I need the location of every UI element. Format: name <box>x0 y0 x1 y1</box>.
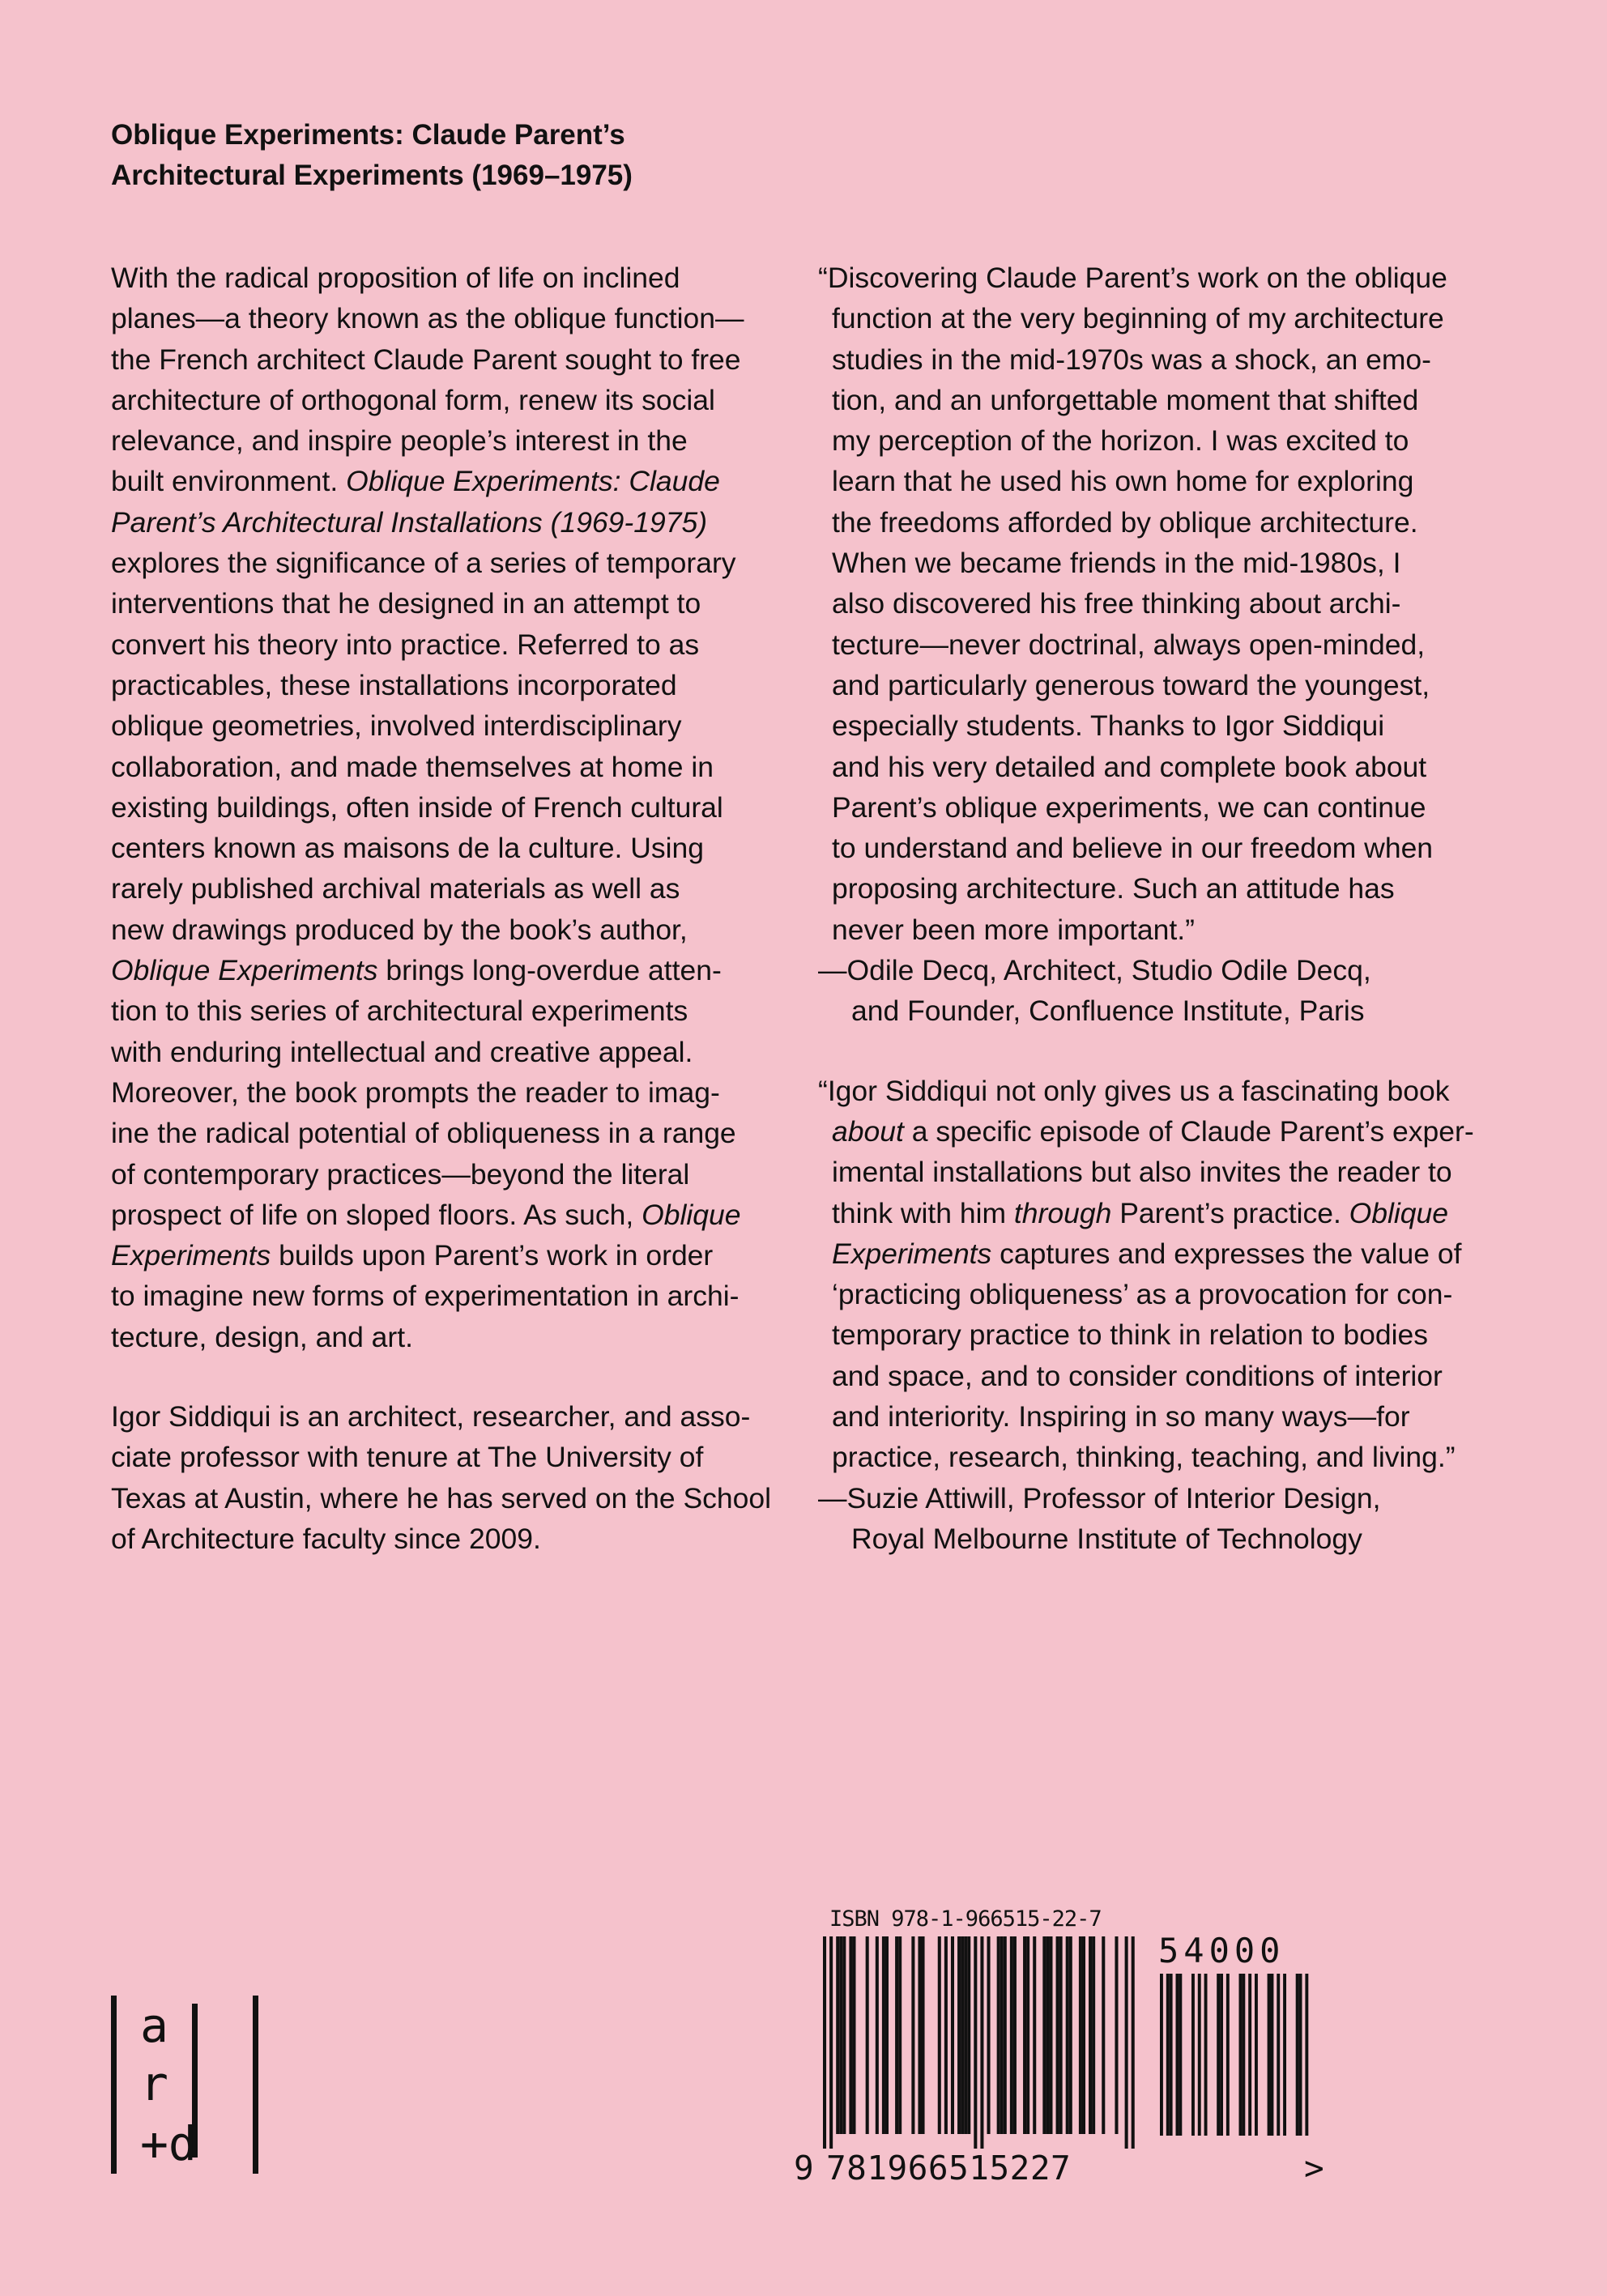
barcode-bar <box>876 1936 879 2134</box>
barcode-bar <box>1023 1936 1026 2134</box>
book-title-line: Architectural Experiments (1969–1975) <box>111 160 633 191</box>
barcode-bar <box>1046 1936 1049 2134</box>
italic-title: Experiments <box>111 1239 271 1272</box>
text-line <box>111 1195 808 1235</box>
barcode-bar <box>1033 1936 1036 2134</box>
logo-glyph: a <box>140 1998 168 2053</box>
book-title-line: Oblique Experiments: Claude Parent’s <box>111 119 625 151</box>
text-line: When we became friends in the mid-1980s, I <box>832 547 1401 580</box>
text-line <box>818 1111 1515 1152</box>
text-segment: brings long-overdue atten- <box>377 954 722 987</box>
price-code: 54000 <box>1158 1931 1285 1970</box>
barcode-first-digit: 9 <box>794 2149 814 2187</box>
text-line: new drawings produced by the book’s author, <box>111 913 688 946</box>
barcode-bar <box>823 1936 826 2149</box>
quiet-zone-marker: > <box>1304 2149 1324 2187</box>
quote-attribution: Royal Melbourne Institute of Technology <box>851 1522 1362 1555</box>
barcode-bar <box>1059 1936 1063 2134</box>
barcode-bars <box>794 1907 1361 2150</box>
text-line: Parent’s oblique experiments, we can continue <box>832 790 1426 824</box>
barcode-bar <box>938 1936 941 2134</box>
text-segment: builds upon Parent’s work in order <box>271 1239 714 1272</box>
text-line: studies in the mid-1970s was a shock, an emo- <box>832 343 1431 376</box>
text-line: especially students. Thanks to Igor Siddiqui <box>832 709 1385 743</box>
text-line: to understand and believe in our freedom when <box>832 832 1434 865</box>
italic-title: Oblique <box>642 1198 741 1231</box>
left-column <box>111 258 808 1559</box>
italic-emphasis: about <box>832 1114 904 1148</box>
logo-bar <box>253 1996 258 2174</box>
barcode-bar <box>1042 1936 1046 2134</box>
barcode-bar <box>980 1936 983 2149</box>
barcode-bar <box>836 1936 839 2134</box>
barcode-bar <box>922 1936 925 2134</box>
barcode-bar <box>1079 1936 1082 2134</box>
italic-emphasis: through <box>1013 1196 1112 1229</box>
text-line: tecture, design, and art. <box>111 1320 413 1353</box>
barcode-bar <box>1102 1936 1105 2134</box>
barcode-bar <box>918 1936 921 2134</box>
italic-title: Experiments <box>832 1237 992 1270</box>
text-line: function at the very beginning of my architecture <box>832 302 1444 335</box>
text-line: tion to this series of architectural experiments <box>111 995 688 1028</box>
logo-glyph: +d <box>140 2116 197 2171</box>
text-line: of Architecture faculty since 2009. <box>111 1522 541 1555</box>
text-line: planes—a theory known as the oblique function— <box>111 302 744 335</box>
endorsement-quote-decq <box>818 258 1515 1032</box>
book-description <box>111 258 808 1357</box>
barcode-bar <box>1176 1974 1179 2136</box>
barcode-bar <box>1198 1974 1201 2136</box>
barcode-bar <box>1132 1936 1135 2149</box>
text-line <box>111 502 808 543</box>
barcode-bar <box>1092 1936 1095 2134</box>
text-line: practice, research, thinking, teaching, and living.” <box>832 1441 1456 1474</box>
barcode-bar <box>987 1936 991 2134</box>
book-title <box>111 115 840 196</box>
text-segment: prospect of life on sloped floors. As such, <box>111 1198 642 1231</box>
barcode-bar <box>866 1936 869 2134</box>
barcode-bar <box>1220 1974 1223 2136</box>
text-line: existing buildings, often inside of French cultural <box>111 790 723 824</box>
barcode-bar <box>1191 1974 1195 2136</box>
barcode-bar <box>849 1936 852 2134</box>
text-line: collaboration, and made themselves at home in <box>111 750 714 783</box>
text-line: the French architect Claude Parent sought to free <box>111 343 741 376</box>
text-line: with enduring intellectual and creative appeal. <box>111 1035 693 1068</box>
barcode-bar <box>1000 1936 1004 2134</box>
barcode-bar <box>1089 1936 1092 2134</box>
barcode-bar <box>1226 1974 1230 2136</box>
barcode-bar <box>1271 1974 1274 2136</box>
barcode-bar <box>1049 1936 1052 2134</box>
text-line: rarely published archival materials as well as <box>111 872 680 905</box>
barcode-bar <box>1217 1974 1220 2136</box>
text-line: Moreover, the book prompts the reader to imag- <box>111 1076 720 1109</box>
text-line: and interiority. Inspiring in so many ways—for <box>832 1400 1410 1433</box>
text-line: practicables, these installations incorporated <box>111 668 677 701</box>
barcode-bar <box>1296 1974 1299 2136</box>
barcode-bar <box>967 1936 970 2134</box>
text-segment: captures and expresses the value of <box>991 1237 1462 1270</box>
text-line: also discovered his free thinking about archi- <box>832 587 1401 620</box>
barcode-bar <box>1166 1974 1170 2136</box>
text-line: learn that he used his own home for exploring <box>832 465 1414 498</box>
barcode-bar <box>1239 1974 1243 2136</box>
barcode-bar <box>1069 1936 1072 2134</box>
text-line: imental installations but also invites the reader to <box>832 1156 1452 1189</box>
barcode-bar <box>895 1936 898 2134</box>
barcode-bar <box>957 1936 961 2134</box>
barcode-bar <box>1305 1974 1308 2136</box>
barcode-bar <box>1004 1936 1007 2134</box>
barcode-digit-group: 781966515227 <box>826 2149 1072 2187</box>
text-line: interventions that he designed in an attempt to <box>111 587 701 620</box>
text-segment: built environment. <box>111 465 347 498</box>
barcode-bar <box>961 1936 964 2134</box>
text-line: convert his theory into practice. Referred to as <box>111 628 700 661</box>
barcode-bar <box>944 1936 948 2134</box>
author-bio <box>111 1396 808 1559</box>
text-line <box>818 1193 1515 1233</box>
barcode-bar <box>997 1936 1000 2134</box>
text-line: and his very detailed and complete book about <box>832 750 1427 783</box>
text-line: my perception of the horizon. I was excited to <box>832 424 1409 458</box>
text-line <box>111 1235 808 1276</box>
text-line: “Igor Siddiqui not only gives us a fascinating book <box>818 1074 1450 1107</box>
barcode-bar <box>1242 1974 1245 2136</box>
italic-title: Oblique Experiments: Claude <box>346 465 720 498</box>
text-line: to imagine new forms of experimentation in archi- <box>111 1280 740 1313</box>
text-line: explores the significance of a series of temporary <box>111 547 736 580</box>
text-line: and space, and to consider conditions of interior <box>832 1359 1443 1392</box>
barcode-bar <box>1277 1974 1280 2136</box>
barcode-bar <box>1204 1974 1208 2136</box>
quote-attribution: —Suzie Attiwill, Professor of Interior Design, <box>818 1481 1381 1514</box>
barcode-bar <box>974 1936 977 2149</box>
italic-title: Parent’s Architectural Installations (1969-1975) <box>111 505 708 539</box>
text-line: temporary practice to think in relation to bodies <box>832 1318 1429 1352</box>
text-line: never been more important.” <box>832 913 1195 946</box>
text-line: centers known as maisons de la culture. Using <box>111 832 705 865</box>
barcode-bar <box>882 1936 885 2134</box>
barcode-bar <box>1268 1974 1271 2136</box>
text-line: ciate professor with tenure at The University of <box>111 1441 704 1474</box>
barcode-bar <box>951 1936 954 2134</box>
barcode-bar <box>1013 1936 1017 2134</box>
barcode-bar <box>1026 1936 1029 2134</box>
italic-title: Oblique <box>1349 1196 1449 1229</box>
text-line: ‘practicing obliqueness’ as a provocation for con- <box>832 1278 1453 1311</box>
text-line: Texas at Austin, where he has served on the School <box>111 1481 772 1514</box>
barcode-bar <box>911 1936 914 2134</box>
text-line: proposing architecture. Such an attitude has <box>832 872 1395 905</box>
barcode-bar <box>1170 1974 1173 2136</box>
barcode-bar <box>1056 1936 1059 2134</box>
barcode-bar <box>1010 1936 1013 2134</box>
barcode-bar <box>1160 1974 1163 2136</box>
text-line: ine the radical potential of obliqueness in a range <box>111 1117 736 1150</box>
text-segment: think with him <box>832 1196 1014 1229</box>
barcode-bar <box>898 1936 902 2134</box>
barcode-bar <box>839 1936 842 2134</box>
barcode-bar <box>885 1936 889 2134</box>
text-segment: Parent’s practice. <box>1111 1196 1349 1229</box>
text-line: relevance, and inspire people’s interest in the <box>111 424 688 458</box>
text-line: of contemporary practices—beyond the literal <box>111 1157 690 1191</box>
barcode-bar <box>1299 1974 1302 2136</box>
barcode-bar <box>1283 1974 1286 2136</box>
barcode-bar <box>842 1936 846 2134</box>
text-line: tecture—never doctrinal, always open-minded, <box>832 628 1426 661</box>
barcode-bar <box>964 1936 967 2134</box>
endorsement-quote-attiwill <box>818 1071 1515 1560</box>
quote-attribution: and Founder, Confluence Institute, Paris <box>851 995 1365 1028</box>
barcode-bar <box>1179 1974 1182 2136</box>
right-column <box>818 258 1515 1559</box>
text-line: tion, and an unforgettable moment that shifted <box>832 383 1419 416</box>
barcode-bar <box>1248 1974 1251 2136</box>
isbn-barcode <box>794 1907 1361 2199</box>
barcode-bar <box>1066 1936 1069 2134</box>
text-line: and particularly generous toward the youngest, <box>832 668 1430 701</box>
quote-attribution: —Odile Decq, Architect, Studio Odile Decq, <box>818 954 1371 987</box>
barcode-bar <box>1125 1936 1128 2149</box>
barcode-bar <box>829 1936 833 2149</box>
italic-title: Oblique Experiments <box>111 954 378 987</box>
barcode-bar <box>852 1936 855 2134</box>
ar-d-publisher-logo-icon <box>111 1996 258 2174</box>
barcode-bar <box>1082 1936 1085 2134</box>
barcode-bar <box>1255 1974 1258 2136</box>
text-line <box>818 1233 1515 1274</box>
text-line <box>111 950 808 990</box>
text-segment: a specific episode of Claude Parent’s exper- <box>903 1114 1474 1148</box>
logo-bar <box>111 1996 117 2174</box>
isbn-label: ISBN 978-1-966515-22-7 <box>829 1906 1102 1932</box>
logo-glyph: r <box>140 2056 168 2111</box>
text-line: oblique geometries, involved interdisciplinary <box>111 709 682 743</box>
text-line: architecture of orthogonal form, renew its social <box>111 383 715 416</box>
text-line: the freedoms afforded by oblique architecture. <box>832 505 1418 539</box>
text-line: With the radical proposition of life on inclined <box>111 262 680 294</box>
text-line <box>111 461 808 501</box>
text-line: Igor Siddiqui is an architect, researcher, and asso- <box>111 1400 751 1433</box>
barcode-bar <box>1115 1936 1118 2134</box>
text-line: “Discovering Claude Parent’s work on the oblique <box>818 262 1447 294</box>
